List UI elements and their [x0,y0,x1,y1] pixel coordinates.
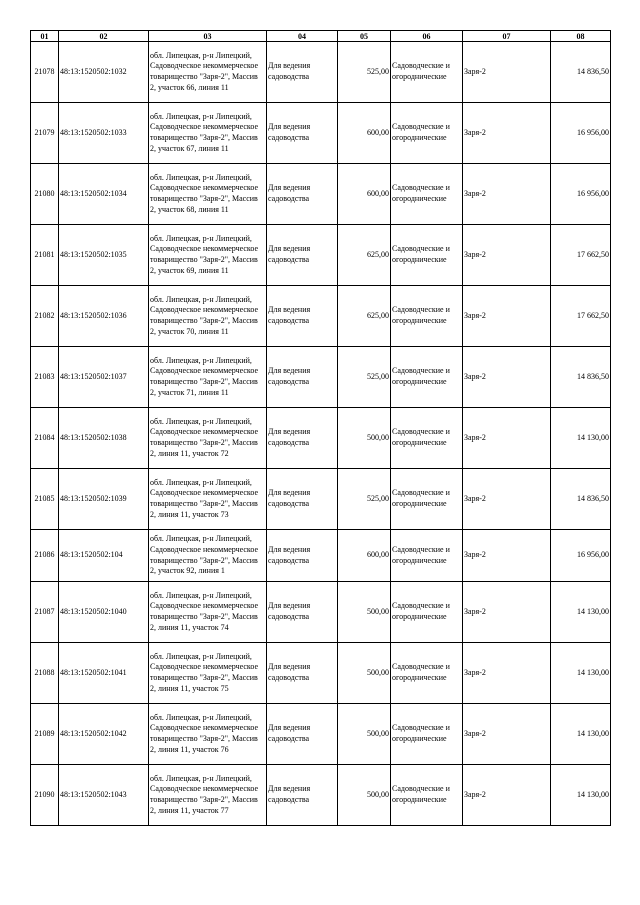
column-header-01: 01 [31,31,59,42]
table-header [31,31,611,42]
cell-address: обл. Липецкая, р-н Липецкий, Садоводческое некоммерческое товарищество "Заря-2", Массив 2, участок 68, линия 11 [149,164,267,225]
table-row [31,530,611,582]
column-header-05: 05 [338,31,391,42]
cell-association-name: Заря-2 [463,103,551,164]
cell-area: 525,00 [338,42,391,103]
cell-category: Садоводческие и огороднические [391,765,463,826]
cell-record-id: 21090 [31,765,59,826]
cell-association-name: Заря-2 [463,347,551,408]
cell-permitted-use: Для ведения садоводства [267,643,338,704]
table-row [31,408,611,469]
cell-record-id: 21078 [31,42,59,103]
cell-record-id: 21089 [31,704,59,765]
cell-cadastral-number: 48:13:1520502:1039 [59,469,149,530]
cell-association-name: Заря-2 [463,582,551,643]
cell-record-id: 21086 [31,530,59,582]
cell-association-name: Заря-2 [463,643,551,704]
cell-cadastral-number: 48:13:1520502:1037 [59,347,149,408]
cell-address: обл. Липецкая, р-н Липецкий, Садоводческое некоммерческое товарищество "Заря-2", Массив 2, участок 67, линия 11 [149,103,267,164]
cell-cadastral-cost: 14 836,50 [551,347,611,408]
cell-association-name: Заря-2 [463,530,551,582]
cell-permitted-use: Для ведения садоводства [267,42,338,103]
table-row [31,286,611,347]
cell-category: Садоводческие и огороднические [391,408,463,469]
cell-address: обл. Липецкая, р-н Липецкий, Садоводческое некоммерческое товарищество "Заря-2", Массив 2, участок 66, линия 11 [149,42,267,103]
cell-area: 600,00 [338,164,391,225]
cell-record-id: 21079 [31,103,59,164]
cell-record-id: 21087 [31,582,59,643]
cell-area: 625,00 [338,225,391,286]
cell-cadastral-cost: 14 130,00 [551,765,611,826]
cell-category: Садоводческие и огороднические [391,643,463,704]
cell-association-name: Заря-2 [463,704,551,765]
cell-record-id: 21084 [31,408,59,469]
cell-cadastral-number: 48:13:1520502:104 [59,530,149,582]
cell-association-name: Заря-2 [463,765,551,826]
cell-cadastral-number: 48:13:1520502:1036 [59,286,149,347]
table-row [31,582,611,643]
cell-address: обл. Липецкая, р-н Липецкий, Садоводческое некоммерческое товарищество "Заря-2", Массив 2, линия 11, участок 74 [149,582,267,643]
cell-cadastral-cost: 14 130,00 [551,643,611,704]
cell-category: Садоводческие и огороднические [391,42,463,103]
table-row [31,42,611,103]
cell-permitted-use: Для ведения садоводства [267,408,338,469]
cell-association-name: Заря-2 [463,469,551,530]
cell-area: 500,00 [338,408,391,469]
cell-association-name: Заря-2 [463,164,551,225]
cell-permitted-use: Для ведения садоводства [267,469,338,530]
cell-address: обл. Липецкая, р-н Липецкий, Садоводческое некоммерческое товарищество "Заря-2", Массив 2, линия 11, участок 76 [149,704,267,765]
cell-category: Садоводческие и огороднические [391,582,463,643]
cell-cadastral-cost: 17 662,50 [551,225,611,286]
cell-category: Садоводческие и огороднические [391,469,463,530]
cell-permitted-use: Для ведения садоводства [267,103,338,164]
column-header-04: 04 [267,31,338,42]
cell-cadastral-cost: 16 956,00 [551,530,611,582]
cell-record-id: 21088 [31,643,59,704]
column-header-06: 06 [391,31,463,42]
cell-address: обл. Липецкая, р-н Липецкий, Садоводческое некоммерческое товарищество "Заря-2", Массив 2, участок 71, линия 11 [149,347,267,408]
cell-record-id: 21085 [31,469,59,530]
cell-permitted-use: Для ведения садоводства [267,286,338,347]
column-header-03: 03 [149,31,267,42]
cell-area: 500,00 [338,704,391,765]
cell-association-name: Заря-2 [463,408,551,469]
cell-record-id: 21081 [31,225,59,286]
cell-address: обл. Липецкая, р-н Липецкий, Садоводческое некоммерческое товарищество "Заря-2", Массив 2, линия 11, участок 73 [149,469,267,530]
cell-association-name: Заря-2 [463,286,551,347]
cell-permitted-use: Для ведения садоводства [267,704,338,765]
cell-cadastral-cost: 14 836,50 [551,42,611,103]
cell-address: обл. Липецкая, р-н Липецкий, Садоводческое некоммерческое товарищество "Заря-2", Массив 2, участок 70, линия 11 [149,286,267,347]
cell-cadastral-cost: 14 130,00 [551,704,611,765]
cell-cadastral-cost: 16 956,00 [551,103,611,164]
cell-address: обл. Липецкая, р-н Липецкий, Садоводческое некоммерческое товарищество "Заря-2", Массив 2, линия 11, участок 77 [149,765,267,826]
cell-area: 625,00 [338,286,391,347]
cell-category: Садоводческие и огороднические [391,530,463,582]
cell-permitted-use: Для ведения садоводства [267,765,338,826]
table-body [31,42,611,826]
cell-category: Садоводческие и огороднические [391,103,463,164]
table-row [31,704,611,765]
cell-permitted-use: Для ведения садоводства [267,225,338,286]
column-header-07: 07 [463,31,551,42]
cell-cadastral-cost: 16 956,00 [551,164,611,225]
cell-area: 600,00 [338,530,391,582]
cell-association-name: Заря-2 [463,225,551,286]
cell-cadastral-cost: 14 130,00 [551,582,611,643]
cell-address: обл. Липецкая, р-н Липецкий, Садоводческое некоммерческое товарищество "Заря-2", Массив 2, линия 11, участок 72 [149,408,267,469]
cell-permitted-use: Для ведения садоводства [267,347,338,408]
cell-record-id: 21082 [31,286,59,347]
cell-cadastral-number: 48:13:1520502:1038 [59,408,149,469]
cell-cadastral-number: 48:13:1520502:1043 [59,765,149,826]
cell-address: обл. Липецкая, р-н Липецкий, Садоводческое некоммерческое товарищество "Заря-2", Массив 2, участок 92, линия 1 [149,530,267,582]
cell-address: обл. Липецкая, р-н Липецкий, Садоводческое некоммерческое товарищество "Заря-2", Массив 2, участок 69, линия 11 [149,225,267,286]
cell-category: Садоводческие и огороднические [391,164,463,225]
table-row [31,347,611,408]
cell-cadastral-cost: 14 836,50 [551,469,611,530]
cell-address: обл. Липецкая, р-н Липецкий, Садоводческое некоммерческое товарищество "Заря-2", Массив 2, линия 11, участок 75 [149,643,267,704]
column-header-02: 02 [59,31,149,42]
cell-cadastral-number: 48:13:1520502:1040 [59,582,149,643]
cell-cadastral-cost: 17 662,50 [551,286,611,347]
cell-area: 525,00 [338,469,391,530]
cell-area: 500,00 [338,643,391,704]
cell-area: 500,00 [338,582,391,643]
cell-cadastral-number: 48:13:1520502:1034 [59,164,149,225]
cell-permitted-use: Для ведения садоводства [267,164,338,225]
cell-cadastral-number: 48:13:1520502:1033 [59,103,149,164]
cell-category: Садоводческие и огороднические [391,225,463,286]
land-registry-table [30,30,611,826]
table-row [31,469,611,530]
table-row [31,225,611,286]
cell-area: 525,00 [338,347,391,408]
table-row [31,164,611,225]
cell-association-name: Заря-2 [463,42,551,103]
cell-cadastral-number: 48:13:1520502:1035 [59,225,149,286]
cell-record-id: 21080 [31,164,59,225]
table-row [31,103,611,164]
cell-category: Садоводческие и огороднические [391,286,463,347]
cell-area: 500,00 [338,765,391,826]
cell-category: Садоводческие и огороднические [391,704,463,765]
cell-record-id: 21083 [31,347,59,408]
cell-permitted-use: Для ведения садоводства [267,582,338,643]
cell-cadastral-cost: 14 130,00 [551,408,611,469]
header-row [31,31,611,42]
table-row [31,765,611,826]
column-header-08: 08 [551,31,611,42]
table-row [31,643,611,704]
cell-category: Садоводческие и огороднические [391,347,463,408]
cell-permitted-use: Для ведения садоводства [267,530,338,582]
cell-cadastral-number: 48:13:1520502:1041 [59,643,149,704]
cell-cadastral-number: 48:13:1520502:1042 [59,704,149,765]
cell-cadastral-number: 48:13:1520502:1032 [59,42,149,103]
cell-area: 600,00 [338,103,391,164]
